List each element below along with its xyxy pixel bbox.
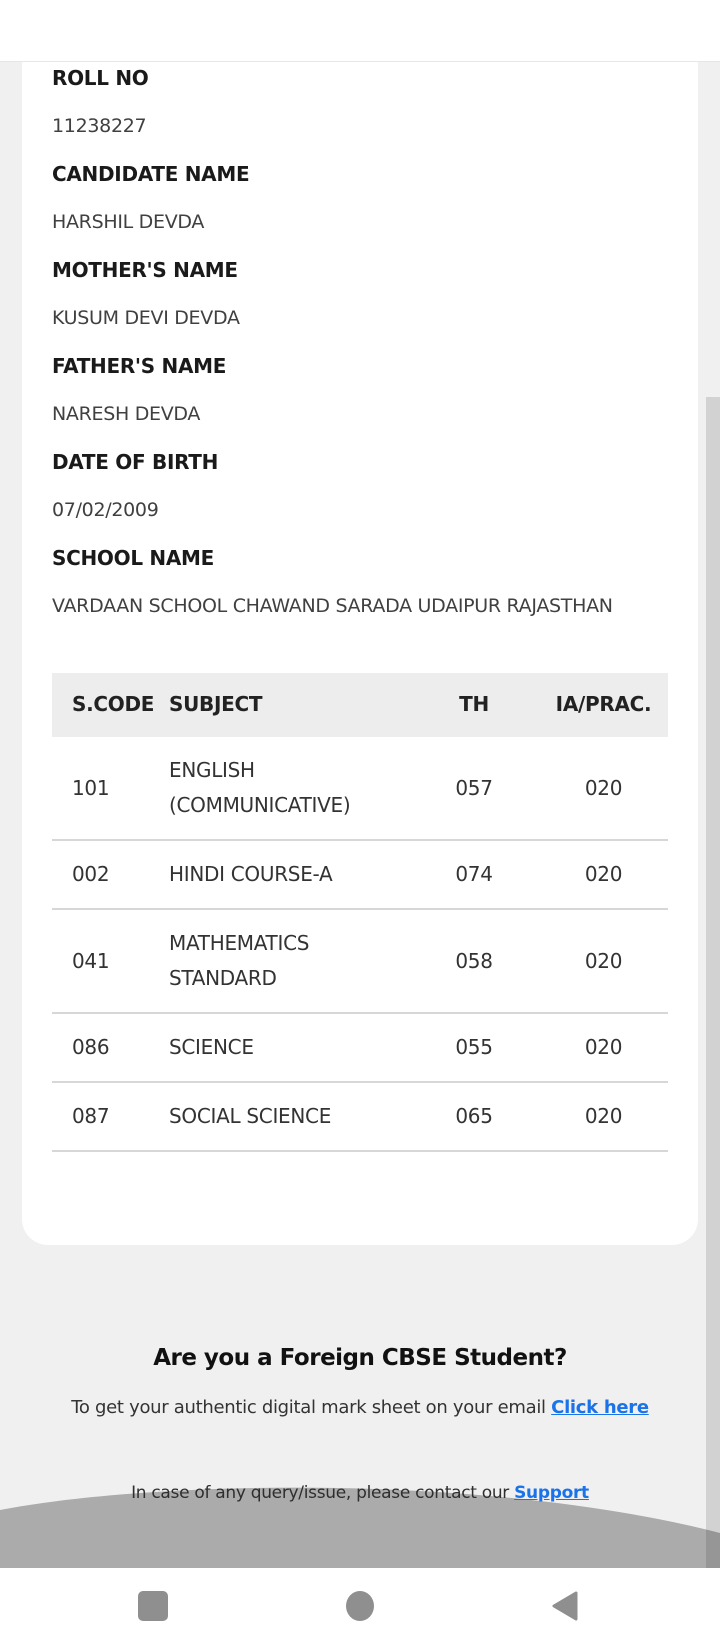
browser-top-strip (0, 0, 720, 62)
field-value-candidate-name (52, 198, 668, 246)
cell-scode: 041 (52, 909, 169, 1013)
support-line-body: In case of any query/issue, please contact our (131, 1483, 509, 1503)
table-row (52, 1013, 668, 1082)
table-row (52, 909, 668, 1013)
school-name-value: VARDAAN SCHOOL CHAWAND SARADA UDAIPUR RAJASTHAN (52, 595, 613, 617)
column-header-scode: S.CODE (52, 673, 169, 737)
field-value-roll-no (52, 102, 668, 150)
school-name-label: SCHOOL NAME (52, 546, 215, 570)
footer-curve (0, 1458, 720, 1568)
mother-name-label: MOTHER'S NAME (52, 258, 238, 282)
column-header-iaprac: IA/PRAC. (539, 673, 668, 737)
foreign-student-text (0, 1396, 720, 1420)
cell-scode: 087 (52, 1082, 169, 1151)
cell-subject: SOCIAL SCIENCE (169, 1082, 409, 1151)
mother-name-value: KUSUM DEVI DEVDA (52, 307, 240, 329)
home-circle-icon[interactable] (346, 1591, 374, 1621)
scrollbar-thumb[interactable] (706, 397, 720, 1590)
field-value-mother-name (52, 294, 668, 342)
field-label-father-name (52, 342, 668, 390)
table-row (52, 840, 668, 909)
candidate-info (52, 54, 668, 630)
field-label-school-name (52, 534, 668, 582)
cell-th: 057 (409, 737, 539, 840)
marks-table (52, 673, 668, 1152)
candidate-name-value: HARSHIL DEVDA (52, 211, 205, 233)
cell-scode: 101 (52, 737, 169, 840)
field-label-date-of-birth (52, 438, 668, 486)
result-card (22, 62, 698, 1245)
cell-iaprac: 020 (539, 840, 668, 909)
cell-subject: HINDI COURSE-A (169, 840, 409, 909)
field-label-candidate-name (52, 150, 668, 198)
roll-no-label: ROLL NO (52, 66, 149, 90)
cell-th: 058 (409, 909, 539, 1013)
back-triangle-icon[interactable] (550, 1590, 578, 1622)
cell-iaprac: 020 (539, 909, 668, 1013)
support-link[interactable]: Support (514, 1483, 589, 1503)
cell-subject: MATHEMATICS STANDARD (169, 909, 409, 1013)
table-row (52, 1082, 668, 1151)
date-of-birth-value: 07/02/2009 (52, 499, 159, 521)
candidate-name-label: CANDIDATE NAME (52, 162, 250, 186)
cell-th: 074 (409, 840, 539, 909)
cell-subject: ENGLISH (COMMUNICATIVE) (169, 737, 409, 840)
table-row (52, 737, 668, 840)
cell-scode: 002 (52, 840, 169, 909)
father-name-label: FATHER'S NAME (52, 354, 227, 378)
cell-subject: SCIENCE (169, 1013, 409, 1082)
recents-square-icon[interactable] (138, 1591, 168, 1621)
field-value-father-name (52, 390, 668, 438)
marks-table-header-row (52, 673, 668, 737)
cell-scode: 086 (52, 1013, 169, 1082)
click-here-link[interactable]: Click here (551, 1397, 649, 1418)
support-line (0, 1481, 720, 1505)
field-label-mother-name (52, 246, 668, 294)
cell-iaprac: 020 (539, 1013, 668, 1082)
roll-no-value: 11238227 (52, 115, 147, 137)
foreign-student-text-body: To get your authentic digital mark sheet on your email (71, 1397, 546, 1418)
field-value-school-name (52, 582, 668, 630)
cell-iaprac: 020 (539, 737, 668, 840)
cell-iaprac: 020 (539, 1082, 668, 1151)
father-name-value: NARESH DEVDA (52, 403, 201, 425)
field-value-date-of-birth (52, 486, 668, 534)
android-navbar (0, 1568, 720, 1648)
cell-th: 055 (409, 1013, 539, 1082)
foreign-student-heading: Are you a Foreign CBSE Student? (153, 1345, 567, 1371)
cell-th: 065 (409, 1082, 539, 1151)
date-of-birth-label: DATE OF BIRTH (52, 450, 219, 474)
column-header-subject: SUBJECT (169, 673, 409, 737)
column-header-th: TH (409, 673, 539, 737)
